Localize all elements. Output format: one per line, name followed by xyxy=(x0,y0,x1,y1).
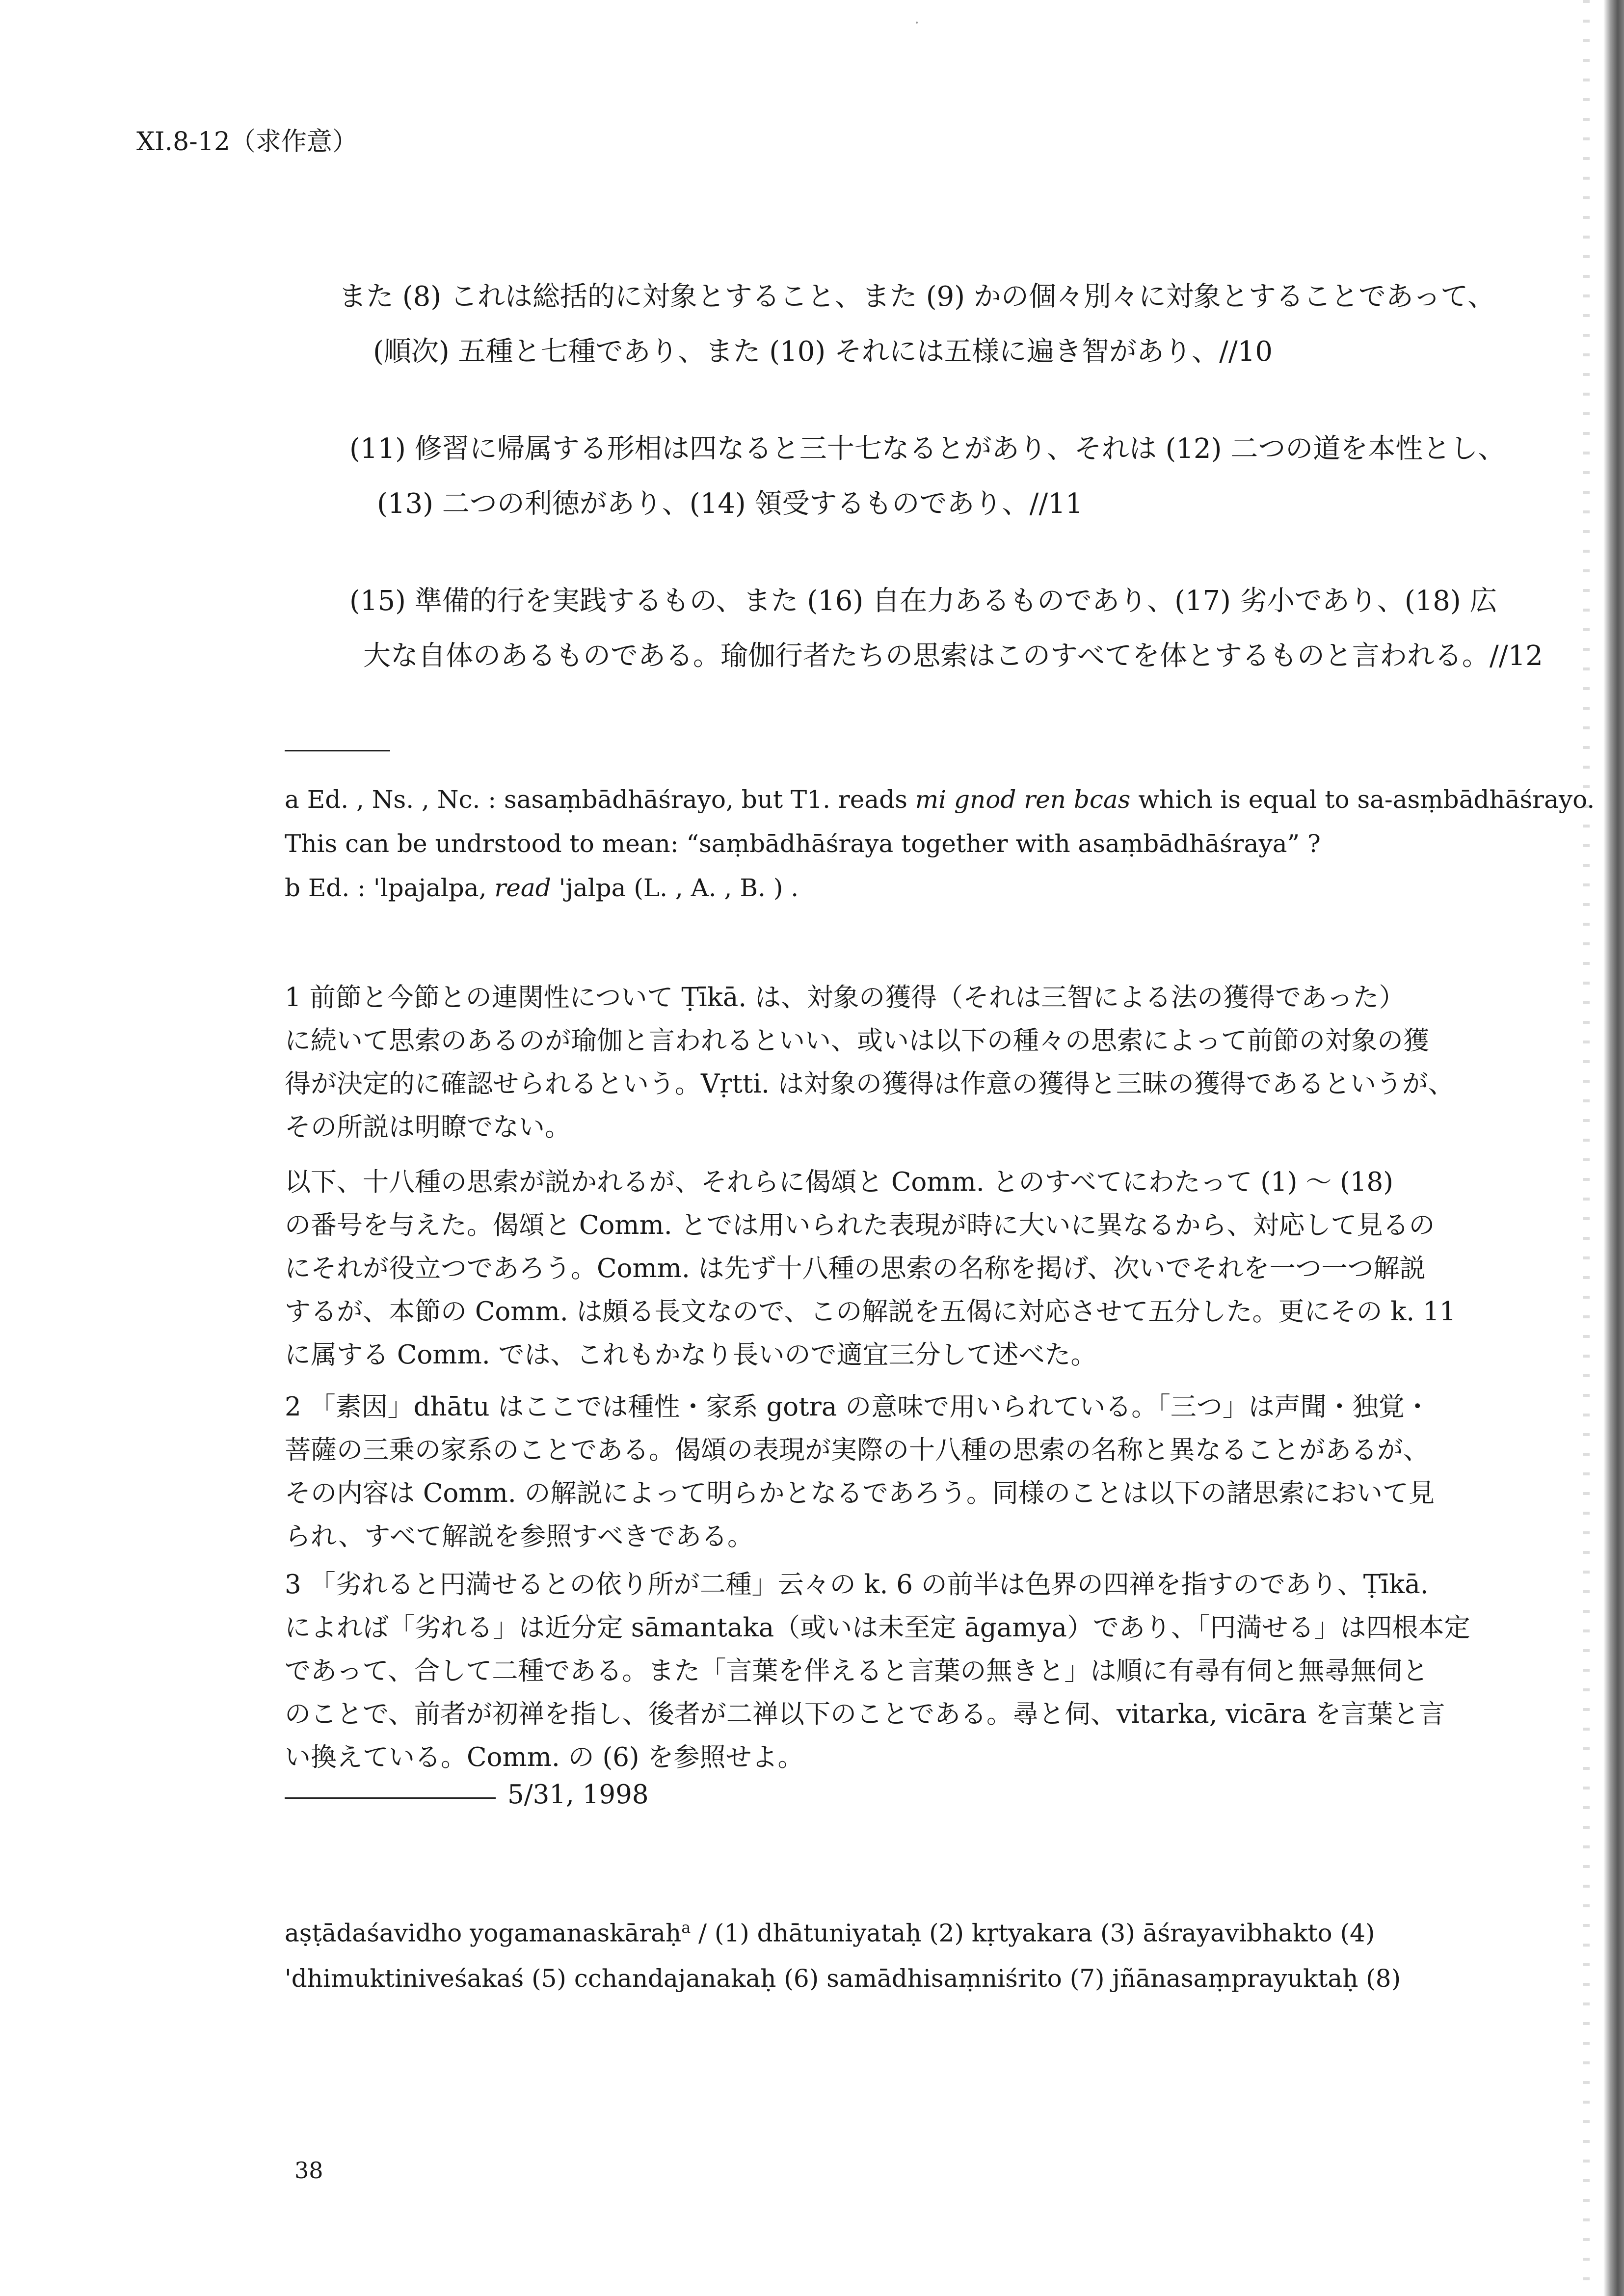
note-line: のことで、前者が初禅を指し、後者が二禅以下のことである。尋と伺、vitarka, vicāra を言葉と言 xyxy=(285,1699,1445,1729)
running-head: XI.8-12（求作意） xyxy=(136,127,358,157)
verse-11-line-1: (11) 修習に帰属する形相は四なると三十七なるとがあり、それは (12) 二つの道を本性とし、 xyxy=(349,433,1506,465)
verse-10-line-2: (順次) 五種と七種であり、また (10) それには五様に遍き智があり、//10 xyxy=(373,336,1273,368)
note-line: するが、本節の Comm. は頗る長文なので、この解説を五偈に対応させて五分した。更にその k. 11 xyxy=(285,1297,1456,1327)
note-line: に続いて思索のあるのが瑜伽と言われるといい、或いは以下の種々の思索によって前節の対象の獲 xyxy=(285,1026,1429,1056)
note-line: 2 「素因」dhātu はここでは種性・家系 gotra の意味で用いられている。「三つ」は声聞・独覚・ xyxy=(285,1392,1431,1422)
scan-shadow-dots xyxy=(1583,0,1590,2296)
verse-10-line-1: また (8) これは総括的に対象とすること、また (9) かの個々別々に対象とすることであって、 xyxy=(339,281,1495,313)
scan-speck xyxy=(916,22,918,24)
note-line: 菩薩の三乗の家系のことである。偈頌の表現が実際の十八種の思索の名称と異なることがあるが、 xyxy=(285,1435,1429,1465)
note-line: い換えている。Comm. の (6) を参照せよ。 xyxy=(285,1742,804,1772)
sanskrit-line-1: aṣṭādaśavidho yogamanaskāraḥ$^a$ / (1) dhātuniyataḥ (2) kṛtyakara (3) āśrayavibhakto (4) xyxy=(285,1918,1375,1948)
note-line: 得が決定的に確認せられるという。Vṛtti. は対象の獲得は作意の獲得と三昧の獲得であるというが、 xyxy=(285,1069,1454,1099)
note-line: その所説は明瞭でない。 xyxy=(285,1112,571,1142)
note-line: 以下、十八種の思索が説かれるが、それらに偈頌と Comm. とのすべてにわたって (1) ～ (18) xyxy=(285,1167,1393,1197)
note-line: 3 「劣れると円満せるとの依り所が二種」云々の k. 6 の前半は色界の四禅を指すのであり、Ṭīkā. xyxy=(285,1570,1429,1600)
verse-12-line-2: 大な自体のあるものである。瑜伽行者たちの思索はこのすべてを体とするものと言われる。//12 xyxy=(363,640,1543,672)
note-line: によれば「劣れる」は近分定 sāmantaka（或いは未至定 āgamya）であり、「円満せる」は四根本定 xyxy=(285,1613,1470,1643)
note-line: であって、合して二種である。また「言葉を伴えると言葉の無きと」は順に有尋有伺と無尋無伺と xyxy=(285,1656,1429,1686)
date-stamp: 5/31, 1998 xyxy=(507,1780,649,1810)
sanskrit-line-2: 'dhimuktiniveśakaś (5) cchandajanakaḥ (6) samādhisaṃniśrito (7) jñānasaṃprayuktaḥ (8) xyxy=(285,1964,1401,1993)
scan-edge-shadow xyxy=(1603,0,1624,2296)
note-line: 1 前節と今節との連関性について Ṭīkā. は、対象の獲得（それは三智による法の獲得であった） xyxy=(285,983,1405,1013)
page-number: 38 xyxy=(294,2157,323,2184)
date-rule xyxy=(285,1797,496,1799)
note-line: その内容は Comm. の解説によって明らかとなるであろう。同様のことは以下の諸思索において見 xyxy=(285,1478,1435,1508)
note-line: られ、すべて解説を参照すべきである。 xyxy=(285,1522,754,1551)
note-line: にそれが役立つであろう。Comm. は先ず十八種の思索の名称を掲げ、次いでそれを一つ一つ解説 xyxy=(285,1254,1426,1283)
footnote-separator xyxy=(285,750,390,751)
note-line: に属する Comm. では、これもかなり長いので適宜三分して述べた。 xyxy=(285,1340,1097,1370)
textual-note-a-line-1: a Ed. , Ns. , Nc. : sasaṃbādhāśrayo, but T1. reads mi gnod ren bcas which is equal to sa-asṃbādhāśrayo. xyxy=(285,785,1595,814)
textual-note-a-line-2: This can be undrstood to mean: “saṃbādhāśraya together with asaṃbādhāśraya” ? xyxy=(285,829,1321,858)
note-line: の番号を与えた。偈頌と Comm. とでは用いられた表現が時に大いに異なるから、対応して見るの xyxy=(285,1210,1435,1240)
textual-note-b: b Ed. : 'lpajalpa, read 'jalpa (L. , A. , B. ) . xyxy=(285,874,799,902)
verse-12-line-1: (15) 準備的行を実践するもの、また (16) 自在力あるものであり、(17) 劣小であり、(18) 広 xyxy=(349,585,1497,617)
verse-11-line-2: (13) 二つの利徳があり、(14) 領受するものであり、//11 xyxy=(377,488,1083,520)
